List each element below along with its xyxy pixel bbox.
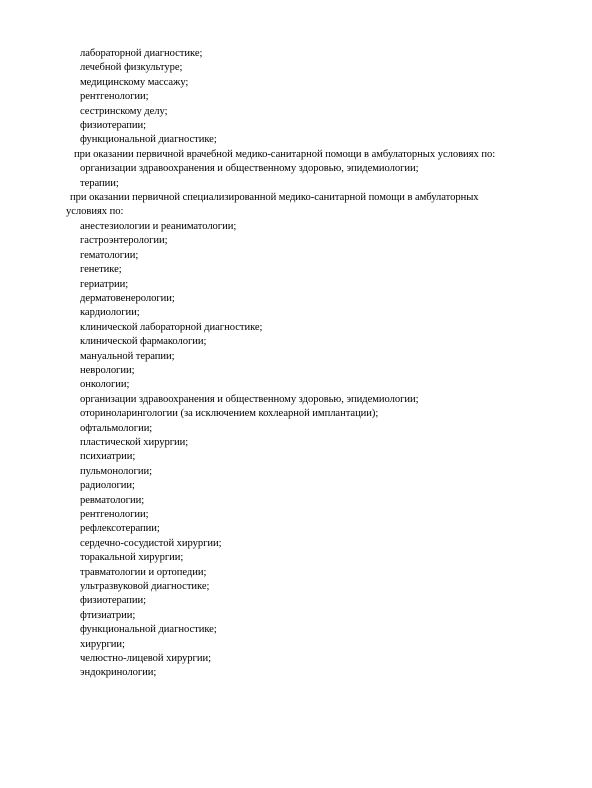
specialized-list xyxy=(66,220,566,681)
list-item: мануальной терапии; xyxy=(80,350,175,362)
list-item: гериатрии; xyxy=(80,278,129,290)
list-item: организации здравоохранения и общественному здоровью, эпидемиологии; xyxy=(80,393,419,405)
list-item: ревматологии; xyxy=(80,494,145,506)
document-text xyxy=(66,47,566,681)
list-item: дерматовенерологии; xyxy=(80,292,175,304)
list-item: анестезиологии и реаниматологии; xyxy=(80,220,237,232)
list-item: лечебной физкультуре; xyxy=(80,62,183,74)
list-item: пластической хирургии; xyxy=(80,436,189,448)
list-item: челюстно-лицевой хирургии; xyxy=(80,653,211,665)
list-item: клинической фармакологии; xyxy=(80,336,207,348)
list-item: пульмонологии; xyxy=(80,465,152,477)
list-item: ультразвуковой диагностике; xyxy=(80,581,210,593)
list-item: травматологии и ортопедии; xyxy=(80,566,207,578)
list-item: рентгенологии; xyxy=(80,91,149,103)
section-heading-specialized: при оказании первичной специализированной медико-санитарной помощи в амбулаторных xyxy=(70,192,479,204)
list-item: сердечно-сосудистой хирургии; xyxy=(80,537,222,549)
list-item: рентгенологии; xyxy=(80,509,149,520)
list-item: сестринскому делу; xyxy=(80,105,168,117)
list-item: гематологии; xyxy=(80,249,139,261)
list-item: организации здравоохранения и общественному здоровью, эпидемиологии; xyxy=(80,163,419,175)
list-item: рефлексотерапии; xyxy=(80,523,160,535)
list-item: психиатрии; xyxy=(80,451,136,463)
list-item: офтальмологии; xyxy=(80,422,153,434)
list-item: физиотерапии; xyxy=(80,595,147,607)
list-item: онкологии; xyxy=(80,379,130,391)
list-item: кардиологии; xyxy=(80,307,140,319)
list-item: физиотерапии; xyxy=(80,120,147,132)
list-item: функциональной диагностике; xyxy=(80,134,217,146)
section-heading-specialized-cont: условиях по: xyxy=(66,206,124,218)
list-item: эндокринологии; xyxy=(80,667,157,679)
list-item: функциональной диагностике; xyxy=(80,624,217,636)
list-item: гастроэнтерологии; xyxy=(80,235,168,247)
list-item: терапии; xyxy=(80,177,119,189)
list-item: клинической лабораторной диагностике; xyxy=(80,321,263,333)
list-item: радиологии; xyxy=(80,480,135,492)
list-item: лабораторной диагностике; xyxy=(80,48,203,59)
list-item: неврологии; xyxy=(80,364,135,376)
list-item: фтизиатрии; xyxy=(80,609,136,621)
list-item: медицинскому массажу; xyxy=(80,76,189,88)
list-item: торакальной хирургии; xyxy=(80,552,184,564)
list-item: оториноларингологии (за исключением кохлеарной имплантации); xyxy=(80,408,379,420)
section-heading-primary: при оказании первичной врачебной медико-санитарной помощи в амбулаторных условиях по: xyxy=(74,148,496,160)
list-item: генетике; xyxy=(80,264,122,276)
list-item: хирургии; xyxy=(80,638,125,650)
